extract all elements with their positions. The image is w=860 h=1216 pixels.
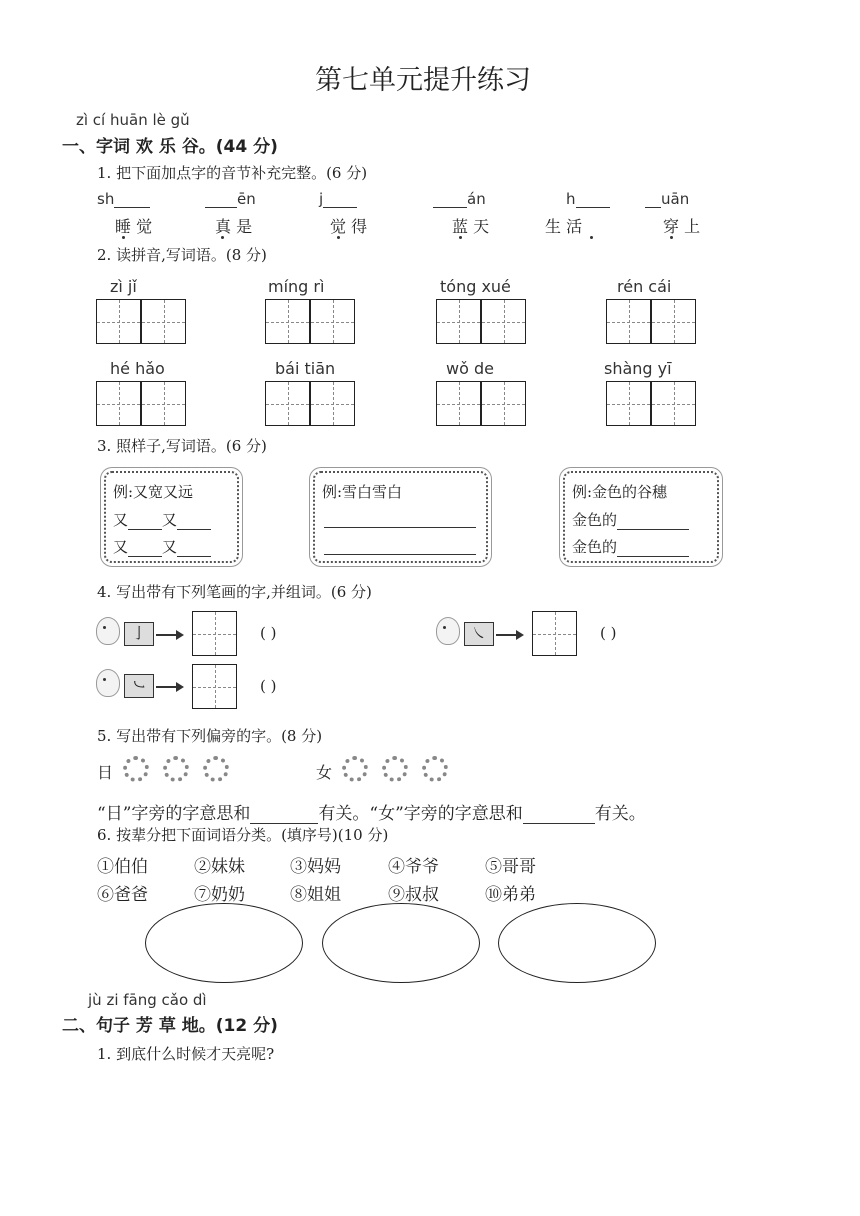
blank-line[interactable]: 又 又 [113,509,211,530]
syllable-blank-2[interactable]: ēn [205,190,256,208]
chick-icon [96,669,120,697]
word-paren[interactable]: ( ) [600,624,617,642]
pinyin-label: rén cái [617,277,672,296]
category-oval-1[interactable] [145,903,303,983]
section1-heading: 一、字词 欢 乐 谷。(44 分) [62,137,278,157]
category-oval-3[interactable] [498,903,656,983]
pinyin-label: tóng xué [440,277,511,296]
word-paren[interactable]: ( ) [260,677,277,695]
writing-grid[interactable] [436,299,481,344]
example-1: 例:又宽又远 [113,483,194,501]
writing-grid[interactable] [192,664,237,709]
word-2: 真 是 [215,217,253,236]
example-2: 例:雪白雪白 [322,483,403,501]
word-item: ③妈妈 [290,857,341,877]
syllable-blank-5[interactable]: h [566,190,610,208]
word-item: ⑦奶奶 [194,885,245,905]
section2-heading: 二、句子 芳 草 地。(12 分) [62,1016,278,1036]
blank-line[interactable]: 又 又 [113,536,211,557]
word-1: 睡 觉 [115,217,153,236]
writing-grid[interactable] [265,299,310,344]
q5-prompt: 5. 写出带有下列偏旁的字。(8 分) [97,727,323,745]
writing-grid[interactable] [265,381,310,426]
q6-prompt: 6. 按辈分把下面词语分类。(填序号)(10 分) [97,826,389,844]
pinyin-label: shàng yī [604,359,672,378]
arrow-icon [496,634,522,636]
pinyin-label: hé hǎo [110,359,165,378]
stroke-box: ㇏ [464,622,494,646]
writing-grid[interactable] [651,381,696,426]
stroke-box: 亅 [124,622,154,646]
syllable-blank-1[interactable]: sh [97,190,150,208]
q2-prompt: 2. 读拼音,写词语。(8 分) [97,246,267,264]
pinyin-label: wǒ de [446,359,494,378]
flower-blank[interactable] [123,756,149,782]
answer-line[interactable] [324,511,476,528]
writing-grid[interactable] [141,299,186,344]
syllable-blank-4[interactable]: án [433,190,486,208]
word-item: ⑩弟弟 [485,885,536,905]
word-3: 觉 得 [330,217,368,236]
s2-q1: 1. 到底什么时候才天亮呢? [97,1045,275,1063]
q3-prompt: 3. 照样子,写词语。(6 分) [97,437,267,455]
section1-pinyin: zì cí huān lè gǔ [76,111,190,129]
writing-grid[interactable] [96,381,141,426]
page-title: 第七单元提升练习 [315,65,531,96]
word-item: ⑨叔叔 [388,885,439,905]
writing-grid[interactable] [481,299,526,344]
writing-grid[interactable] [532,611,577,656]
blank-line[interactable]: 金色的 [572,536,689,557]
writing-grid[interactable] [310,381,355,426]
word-paren[interactable]: ( ) [260,624,277,642]
stroke-box: ㇃ [124,674,154,698]
writing-grid[interactable] [651,299,696,344]
word-6: 穿 上 [663,217,701,236]
writing-grid[interactable] [310,299,355,344]
category-oval-2[interactable] [322,903,480,983]
writing-grid[interactable] [606,381,651,426]
writing-grid[interactable] [436,381,481,426]
word-item: ⑤哥哥 [485,857,536,877]
arrow-icon [156,686,182,688]
syllable-blank-3[interactable]: j [319,190,357,208]
word-item: ①伯伯 [97,857,148,877]
radical-nv: 女 [316,763,333,782]
chick-icon [96,617,120,645]
q1-prompt: 1. 把下面加点字的音节补充完整。(6 分) [97,164,368,182]
flower-blank[interactable] [342,756,368,782]
word-5: 生 活 [545,217,583,236]
blank-line[interactable]: 金色的 [572,509,689,530]
example-3: 例:金色的谷穗 [572,483,668,501]
arrow-icon [156,634,182,636]
word-item: ④爷爷 [388,857,439,877]
writing-grid[interactable] [606,299,651,344]
writing-grid[interactable] [96,299,141,344]
word-4: 蓝 天 [452,217,490,236]
word-item: ⑧姐姐 [290,885,341,905]
syllable-blank-6[interactable]: uān [645,190,689,208]
answer-line[interactable] [324,538,476,555]
flower-blank[interactable] [163,756,189,782]
word-item: ⑥爸爸 [97,885,148,905]
pinyin-label: bái tiān [275,359,336,378]
flower-blank[interactable] [203,756,229,782]
writing-grid[interactable] [192,611,237,656]
pinyin-label: zì jǐ [110,277,137,296]
radical-meaning-sentence[interactable]: “日”字旁的字意思和 有关。“女”字旁的字意思和 有关。 [97,804,646,824]
chick-icon [436,617,460,645]
writing-grid[interactable] [481,381,526,426]
flower-blank[interactable] [422,756,448,782]
flower-blank[interactable] [382,756,408,782]
pinyin-label: míng rì [268,277,325,296]
section2-pinyin: jù zi fāng cǎo dì [88,991,207,1009]
word-item: ②妹妹 [194,857,245,877]
radical-ri: 日 [97,763,114,782]
writing-grid[interactable] [141,381,186,426]
q4-prompt: 4. 写出带有下列笔画的字,并组词。(6 分) [97,583,372,601]
